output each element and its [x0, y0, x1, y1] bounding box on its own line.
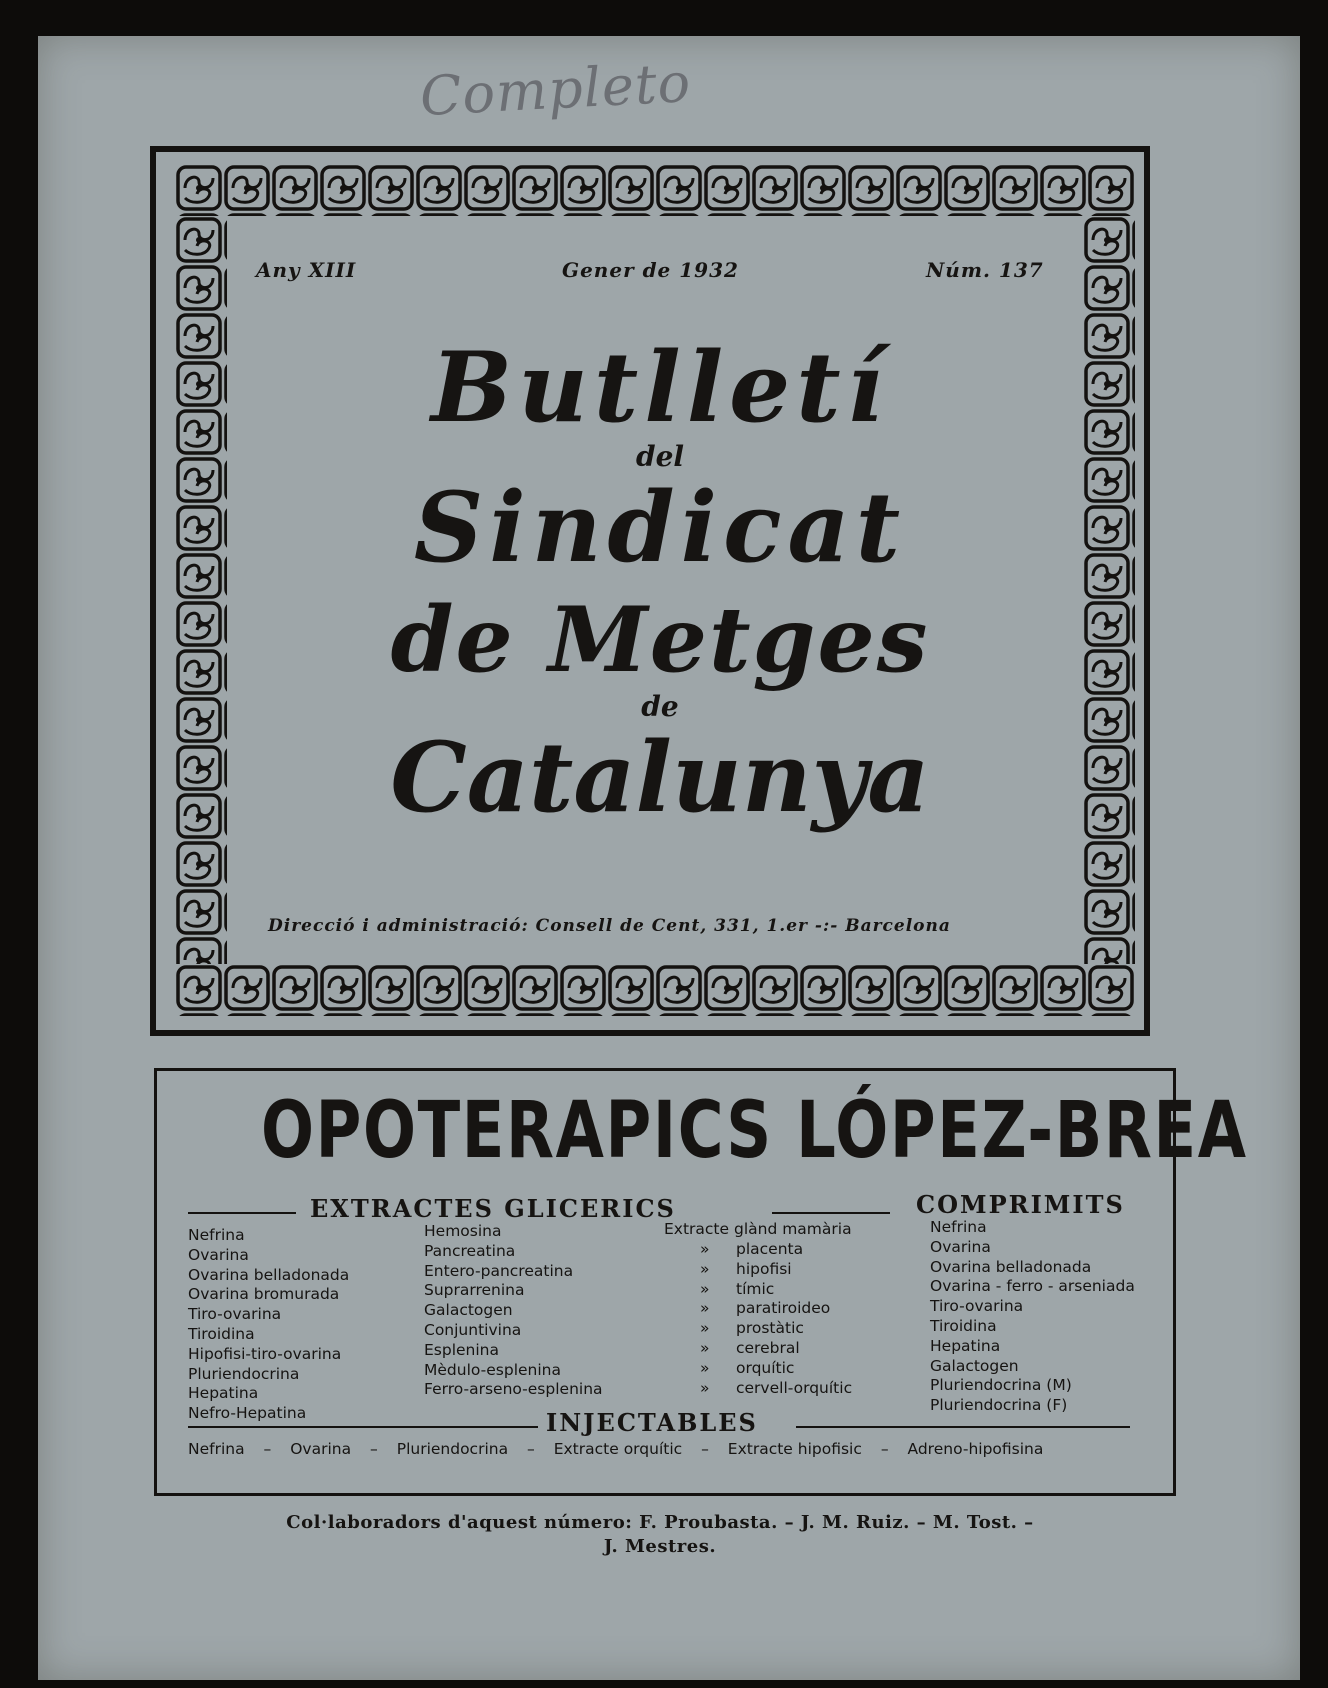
- list-item: cerebral: [736, 1338, 800, 1357]
- rule: [796, 1426, 1130, 1428]
- separator: –: [701, 1440, 709, 1458]
- handwritten-note: Completo: [418, 50, 693, 129]
- extractes-column-3: [664, 1220, 852, 1240]
- list-item: Nefrina: [930, 1218, 987, 1236]
- list-item: Ovarina belladonada: [188, 1265, 350, 1284]
- list-item: Nefrina: [188, 1226, 245, 1244]
- list-item: Ovarina: [930, 1237, 991, 1256]
- list-item: Hepatina: [188, 1384, 259, 1403]
- injectable-item: Adreno-hipofisina: [907, 1440, 1044, 1458]
- list-item: Tiroidina: [188, 1324, 255, 1343]
- issue-number: Núm. 137: [926, 258, 1044, 282]
- list-item: Ovarina belladonada: [930, 1257, 1092, 1276]
- list-item: tímic: [736, 1279, 775, 1298]
- title-line-3: Sindicat: [413, 471, 907, 584]
- title-line-2: del: [635, 440, 685, 473]
- list-item: Ovarina - ferro - arseniada: [930, 1277, 1135, 1296]
- ditto-mark: »: [700, 1299, 710, 1318]
- ornament-border-top: [175, 164, 1135, 216]
- comprimits-heading: COMPRIMITS: [916, 1190, 1125, 1219]
- injectable-item: Pluriendocrina: [396, 1440, 509, 1458]
- list-item: Galactogen: [930, 1356, 1019, 1375]
- list-item: Suprarrenina: [424, 1281, 525, 1300]
- collaborators-line-1: Col·laboradors d'aquest número: F. Proubasta. – J. M. Ruiz. – M. Tost. –: [286, 1512, 1034, 1533]
- list-item: Conjuntivina: [424, 1320, 522, 1339]
- list-item: paratiroideo: [736, 1299, 831, 1318]
- list-item: Nefro-Hepatina: [188, 1404, 307, 1423]
- injectable-item: Extracte orquític: [553, 1440, 683, 1458]
- injectables-heading: INJECTABLES: [546, 1408, 758, 1437]
- list-item: Esplenina: [424, 1340, 500, 1359]
- ditto-mark: »: [700, 1279, 710, 1298]
- list-item: Hepatina: [930, 1336, 1001, 1355]
- list-item: Extracte glànd mamària: [664, 1220, 852, 1238]
- list-item: prostàtic: [736, 1319, 804, 1338]
- rule: [772, 1212, 890, 1214]
- list-item: Entero-pancreatina: [424, 1261, 574, 1280]
- title-line-4: de Metges: [390, 587, 930, 693]
- title-line-1: Butlletí: [430, 331, 890, 444]
- list-item: Hemosina: [424, 1222, 502, 1240]
- extractes-column-3-items: [736, 1240, 852, 1398]
- ditto-mark: »: [700, 1358, 710, 1377]
- extractes-column-1: [188, 1226, 349, 1424]
- list-item: orquític: [736, 1358, 795, 1377]
- extractes-heading: EXTRACTES GLICERICS: [310, 1194, 676, 1223]
- list-item: Ovarina: [188, 1245, 249, 1264]
- list-item: Mèdulo-esplenina: [424, 1360, 561, 1379]
- injectables-list: [188, 1440, 1148, 1458]
- list-item: hipofisi: [736, 1259, 792, 1278]
- ornament-border-right: [1083, 216, 1135, 964]
- list-item: cervell-orquític: [736, 1378, 853, 1397]
- list-item: Pluriendocrina (F): [930, 1396, 1068, 1415]
- title-line-6: Catalunya: [390, 721, 930, 834]
- separator: –: [263, 1440, 272, 1458]
- list-item: Pluriendocrina: [188, 1364, 300, 1383]
- address-line: Direcció i administració: Consell de Cent, 331, 1.er -:- Barcelona: [268, 916, 951, 936]
- list-item: placenta: [736, 1240, 804, 1258]
- list-item: Hipofisi-tiro-ovarina: [188, 1344, 342, 1363]
- title-line-5: de: [641, 690, 679, 723]
- separator: –: [527, 1440, 535, 1458]
- list-item: Galactogen: [424, 1301, 513, 1320]
- list-item: Tiro-ovarina: [930, 1297, 1024, 1316]
- advert-brand: OPOTERAPICS LÓPEZ-BREA: [261, 1086, 1248, 1176]
- ditto-mark: »: [700, 1319, 710, 1338]
- injectable-item: Ovarina: [290, 1440, 352, 1458]
- ditto-mark: »: [700, 1240, 710, 1258]
- injectable-item: Nefrina: [188, 1440, 245, 1458]
- collaborators-line-2: J. Mestres.: [603, 1536, 717, 1557]
- list-item: Pluriendocrina (M): [930, 1376, 1072, 1395]
- comprimits-column: [930, 1218, 1135, 1416]
- list-item: Ferro-arseno-esplenina: [424, 1380, 603, 1399]
- ditto-marks: [700, 1240, 720, 1398]
- ditto-mark: »: [700, 1378, 710, 1397]
- list-item: Ovarina bromurada: [188, 1285, 340, 1304]
- ditto-mark: »: [700, 1338, 710, 1357]
- list-item: Tiroidina: [930, 1316, 997, 1335]
- issue-date: Gener de 1932: [562, 258, 739, 282]
- injectable-item: Extracte hipofisic: [727, 1440, 862, 1458]
- separator: –: [880, 1440, 889, 1458]
- rule: [188, 1426, 538, 1428]
- ditto-mark: »: [700, 1259, 710, 1278]
- list-item: Tiro-ovarina: [188, 1305, 282, 1324]
- separator: –: [370, 1440, 378, 1458]
- ornament-border-bottom: [175, 964, 1135, 1016]
- ornament-border-left: [175, 216, 227, 964]
- extractes-column-2: [424, 1222, 603, 1400]
- rule: [188, 1212, 296, 1214]
- issue-year: Any XIII: [256, 258, 357, 282]
- list-item: Pancreatina: [424, 1241, 516, 1260]
